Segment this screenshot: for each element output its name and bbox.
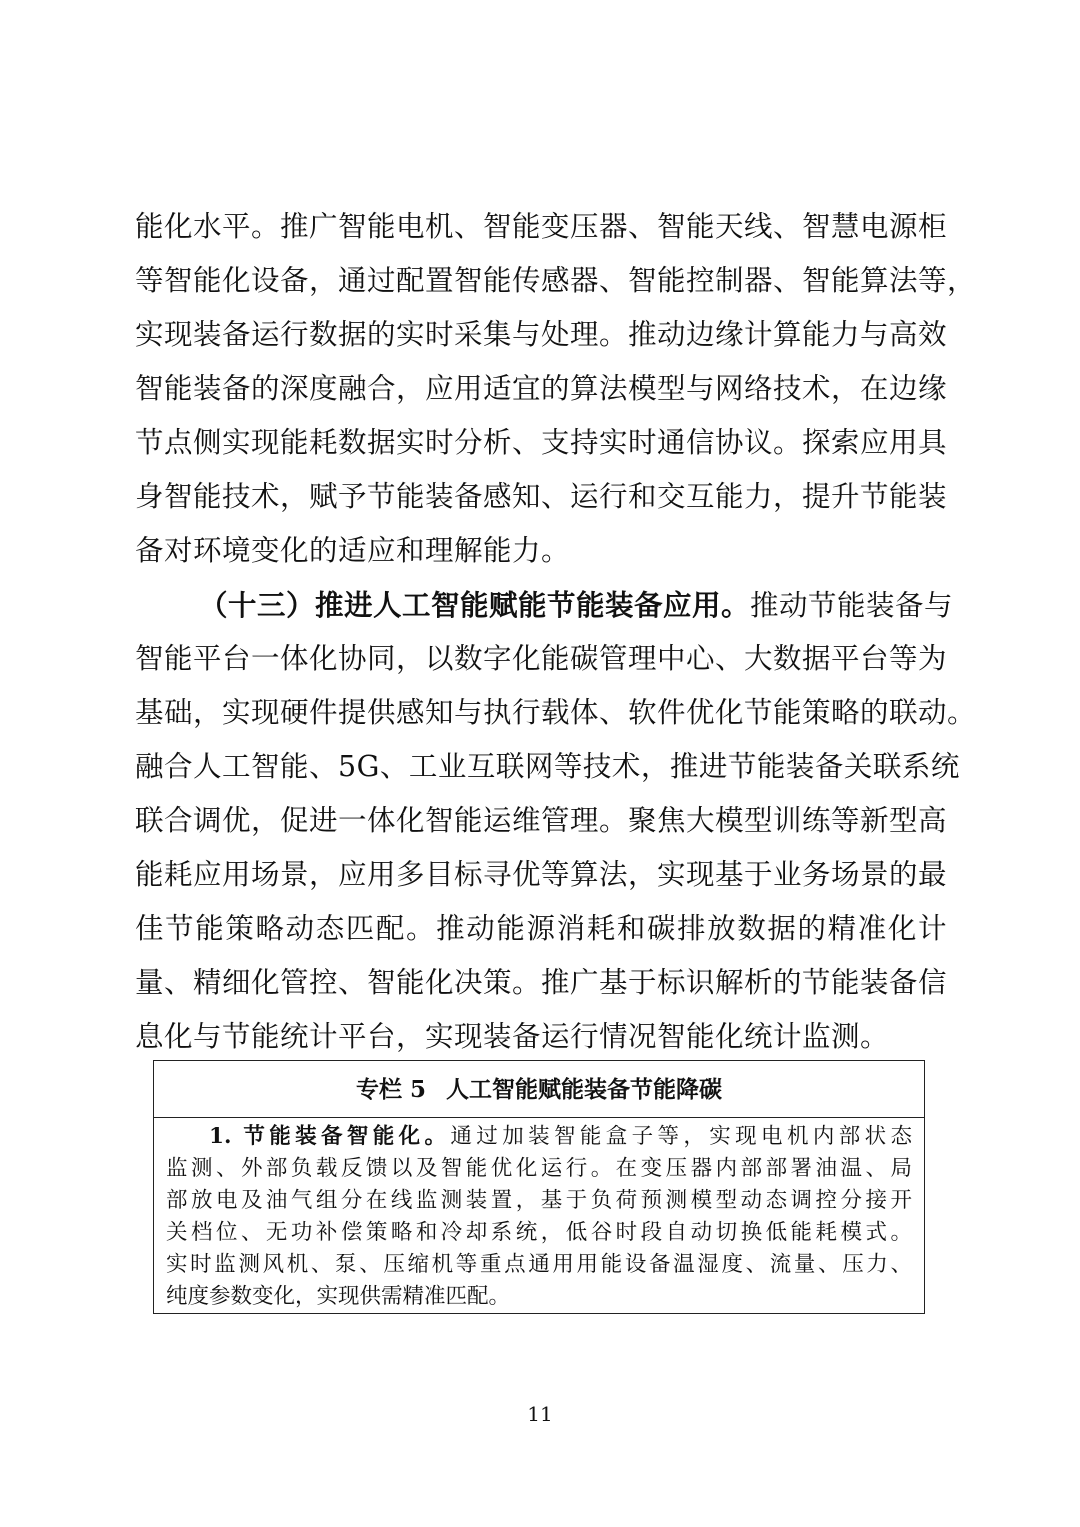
column-box xyxy=(153,1060,925,1314)
paragraph-line: 融合人工智能、5G、工业互联网等技术，推进节能装备关联系统 xyxy=(135,750,960,783)
paragraph-line: 息化与节能统计平台，实现装备运行情况智能化统计监测。 xyxy=(135,1020,890,1053)
section-13-first-line xyxy=(135,578,954,632)
body-text xyxy=(135,200,977,1064)
paragraph-line: 能耗应用场景，应用多目标寻优等算法，实现基于业务场景的最 xyxy=(135,858,948,891)
column-box-body xyxy=(154,1118,924,1313)
section-13-heading: （十三）推进人工智能赋能节能装备应用。 xyxy=(199,588,751,622)
column-box-title-text: 人工智能赋能装备节能降碳 xyxy=(446,1076,722,1103)
column-box-line: 监测、外部负载反馈以及智能优化运行。在变压器内部部署油温、局 xyxy=(166,1156,912,1181)
paragraph-line: 节点侧实现能耗数据实时分析、支持实时通信协议。探索应用具 xyxy=(135,426,948,459)
column-box-line: 关档位、无功补偿策略和冷却系统，低谷时段自动切换低能耗模式。 xyxy=(166,1220,912,1245)
column-box-line: 实时监测风机、泵、压缩机等重点通用用能设备温湿度、流量、压力、 xyxy=(166,1252,912,1277)
column-box-first-line xyxy=(166,1121,912,1153)
paragraph-line: 实现装备运行数据的实时采集与处理。推动边缘计算能力与高效 xyxy=(135,318,948,351)
section-13-first-text: 推动节能装备与 xyxy=(750,589,954,622)
paragraph-line: 佳节能策略动态匹配。推动能源消耗和碳排放数据的精准化计 xyxy=(135,912,947,945)
column-box-line: 部放电及油气组分在线监测装置，基于负荷预测模型动态调控分接开 xyxy=(166,1188,912,1213)
paragraph-line: 基础，实现硬件提供感知与执行载体、软件优化节能策略的联动。 xyxy=(135,696,977,729)
column-box-line: 纯度参数变化，实现供需精准匹配。 xyxy=(166,1284,511,1309)
paragraph-line: 智能装备的深度融合，应用适宜的算法模型与网络技术，在边缘 xyxy=(135,372,948,405)
paragraph-line: 能化水平。推广智能电机、智能变压器、智能天线、智慧电源柜 xyxy=(135,210,948,243)
paragraph-line: 备对环境变化的适应和理解能力。 xyxy=(135,534,571,567)
column-box-title xyxy=(154,1061,924,1118)
paragraph-line: 量、精细化管控、智能化决策。推广基于标识解析的节能装备信 xyxy=(135,966,948,999)
paragraph-line: 联合调优，促进一体化智能运维管理。聚焦大模型训练等新型高 xyxy=(135,804,948,837)
column-box-number: 专栏 5 xyxy=(355,1076,426,1103)
paragraph-line: 智能平台一体化协同，以数字化能碳管理中心、大数据平台等为 xyxy=(135,642,948,675)
column-item-first-text: 通过加装智能盒子等，实现电机内部状态 xyxy=(450,1124,912,1149)
paragraph-line: 等智能化设备，通过配置智能传感器、智能控制器、智能算法等， xyxy=(135,264,977,297)
page-number: 11 xyxy=(527,1402,553,1426)
paragraph-line: 身智能技术，赋予节能装备感知、运行和交互能力，提升节能装 xyxy=(135,480,948,513)
column-item-heading: 1. 节能装备智能化。 xyxy=(209,1124,451,1149)
